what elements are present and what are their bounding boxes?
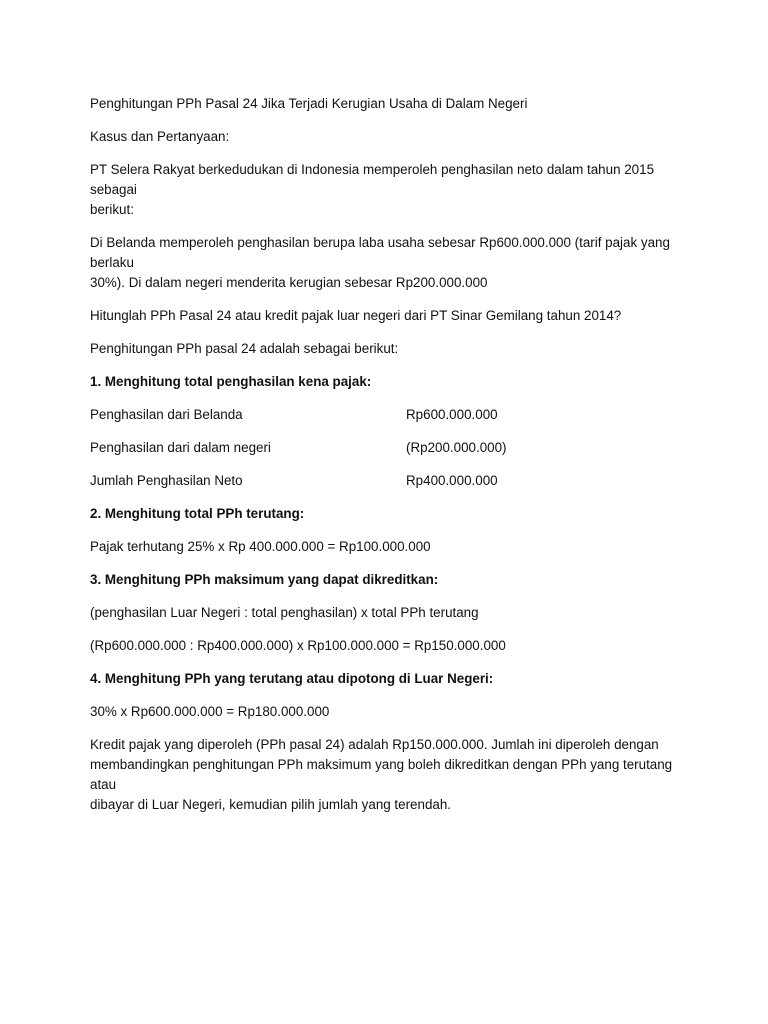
income-row-label: Penghasilan dari Belanda [90, 407, 243, 422]
income-row-label: Jumlah Penghasilan Neto [90, 473, 243, 488]
question-text: Hitunglah PPh Pasal 24 atau kredit pajak luar negeri dari PT Sinar Gemilang tahun 2014? [90, 308, 622, 323]
conclusion-line-1: Kredit pajak yang diperoleh (PPh pasal 24) adalah Rp150.000.000. Jumlah ini diperoleh dengan [90, 737, 659, 752]
conclusion-paragraph [90, 735, 690, 815]
income-row-value: Rp400.000.000 [406, 473, 498, 488]
step3-formula: (penghasilan Luar Negeri : total penghasilan) x total PPh terutang [90, 605, 479, 620]
income-row [90, 405, 690, 425]
step4-heading: 4. Menghitung PPh yang terutang atau dipotong di Luar Negeri: [90, 671, 494, 686]
step2-line: Pajak terhutang 25% x Rp 400.000.000 = Rp100.000.000 [90, 539, 431, 554]
intro-paragraph [90, 160, 690, 220]
step3-heading: 3. Menghitung PPh maksimum yang dapat dikreditkan: [90, 572, 439, 587]
case-line-1: Di Belanda memperoleh penghasilan berupa laba usaha sebesar Rp600.000.000 (tarif pajak yang berlaku [90, 235, 670, 270]
conclusion-line-2: membandingkan penghitungan PPh maksimum yang boleh dikreditkan dengan PPh yang terutang atau [90, 757, 673, 792]
conclusion-line-3: dibayar di Luar Negeri, kemudian pilih jumlah yang terendah. [90, 797, 452, 812]
step4-calc: 30% x Rp600.000.000 = Rp180.000.000 [90, 704, 330, 719]
case-line-2: 30%). Di dalam negeri menderita kerugian sebesar Rp200.000.000 [90, 275, 488, 290]
intro-line-2: berikut: [90, 202, 134, 217]
income-row-value: (Rp200.000.000) [406, 440, 507, 455]
income-row-value: Rp600.000.000 [406, 407, 498, 422]
intro-line-1: PT Selera Rakyat berkedudukan di Indonesia memperoleh penghasilan neto dalam tahun 2015 sebagai [90, 162, 655, 197]
document-title: Penghitungan PPh Pasal 24 Jika Terjadi Kerugian Usaha di Dalam Negeri [90, 96, 528, 111]
document-content [90, 94, 690, 815]
step2-heading: 2. Menghitung total PPh terutang: [90, 506, 305, 521]
income-row [90, 471, 690, 491]
step3-calc: (Rp600.000.000 : Rp400.000.000) x Rp100.000.000 = Rp150.000.000 [90, 638, 506, 653]
calc-intro: Penghitungan PPh pasal 24 adalah sebagai berikut: [90, 341, 399, 356]
income-row [90, 438, 690, 458]
step1-heading: 1. Menghitung total penghasilan kena pajak: [90, 374, 372, 389]
case-paragraph [90, 233, 690, 293]
case-heading: Kasus dan Pertanyaan: [90, 129, 230, 144]
income-row-label: Penghasilan dari dalam negeri [90, 440, 271, 455]
